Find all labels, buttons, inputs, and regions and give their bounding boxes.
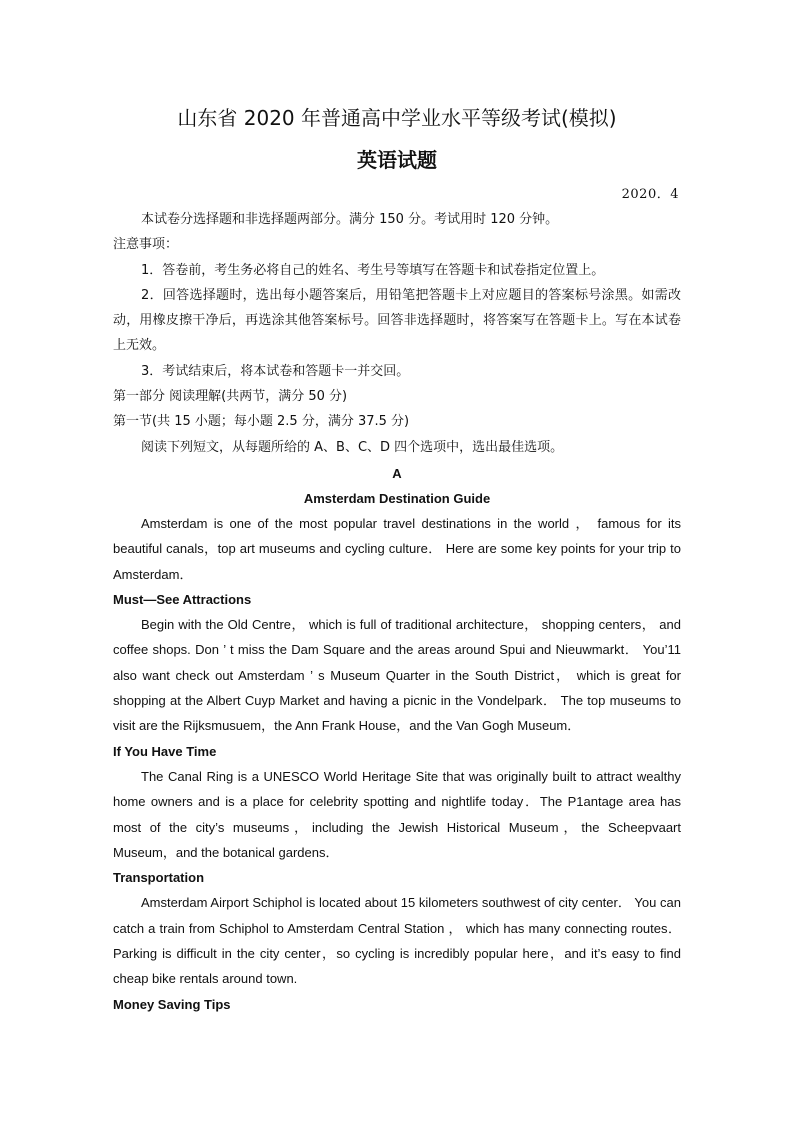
- note-2: 2．回答选择题时，选出每小题答案后，用铅笔把答题卡上对应题目的答案标号涂黑。如需改动，用橡皮擦干净后，再选涂其他答案标号。回答非选择题时，将答案写在答题卡上。写在本试卷上无效。: [113, 287, 681, 354]
- notes-heading: 注意事项：: [113, 237, 179, 253]
- note-3: 3．考试结束后，将本试卷和答题卡一并交回。: [141, 363, 410, 379]
- note-1: 1．答卷前，考生务必将自己的姓名、考生号等填写在答题卡和试卷指定位置上。: [141, 262, 605, 278]
- exam-subtitle: 英语试题: [357, 148, 437, 172]
- reading-instruction: 阅读下列短文，从每题所给的 A、B、C、D 四个选项中，选出最佳选项。: [141, 439, 564, 455]
- exam-date: 2020．4: [621, 187, 679, 202]
- part-heading: 第一部分 阅读理解(共两节，满分 50 分): [113, 389, 348, 405]
- exam-title: 山东省 2020 年普通高中学业水平等级考试(模拟): [177, 106, 617, 130]
- summary-text: 本试卷分选择题和非选择题两部分。满分 150 分。考试用时 120 分钟。: [141, 212, 559, 227]
- passage: [113, 462, 681, 1017]
- subpart-heading: 第一节(共 15 小题；每小题 2.5 分，满分 37.5 分): [113, 414, 410, 430]
- paragraph-if-time: The Canal Ring is a UNESCO World Heritage Site that was originally built to attract wealthy home owners and is a place for celebrity spotting and nightlife today．The P1antage area has most of the city’s museums，including the Jewish Historical Museum，the Scheepvaart Museum，and the botanical gardens．: [113, 768, 681, 860]
- paragraph-attractions: Begin with the Old Centre， which is full of traditional architecture， shopping centers， and coffee shops. Don ’ t miss the Dam Square and the areas around Spui and Nieuwmarkt． You’11 also want check out Amsterdam ’ s Museum Quarter in the South District， which is great for shopping at the Albert Cuyp Market and having a picnic in the Vondelpark． The top museums to visit are the Rijksmusuem，the Ann Frank House，and the Van Gogh Museum．: [113, 617, 681, 734]
- heading-transportation: Transportation: [113, 870, 205, 886]
- paragraph-transportation: Amsterdam Airport Schiphol is located about 15 kilometers southwest of city center． You can catch a train from Schiphol to Amsterdam Central Station ， which has many connecting routes．Parking is difficult in the city center，so cycling is incredibly popular here，and it’s easy to find cheap bike rentals around town.: [113, 895, 681, 987]
- passage-letter: A: [392, 466, 402, 481]
- exam-intro: [113, 207, 681, 460]
- heading-if-time: If You Have Time: [113, 743, 217, 759]
- passage-intro: Amsterdam is one of the most popular travel destinations in the world ， famous for its beautiful canals，top art museums and cycling culture． Here are some key points for your trip to Amsterdam．: [113, 516, 681, 582]
- heading-attractions: Must—See Attractions: [113, 591, 252, 607]
- passage-title: Amsterdam Destination Guide: [303, 491, 491, 506]
- heading-money-tips: Money Saving Tips: [113, 996, 231, 1012]
